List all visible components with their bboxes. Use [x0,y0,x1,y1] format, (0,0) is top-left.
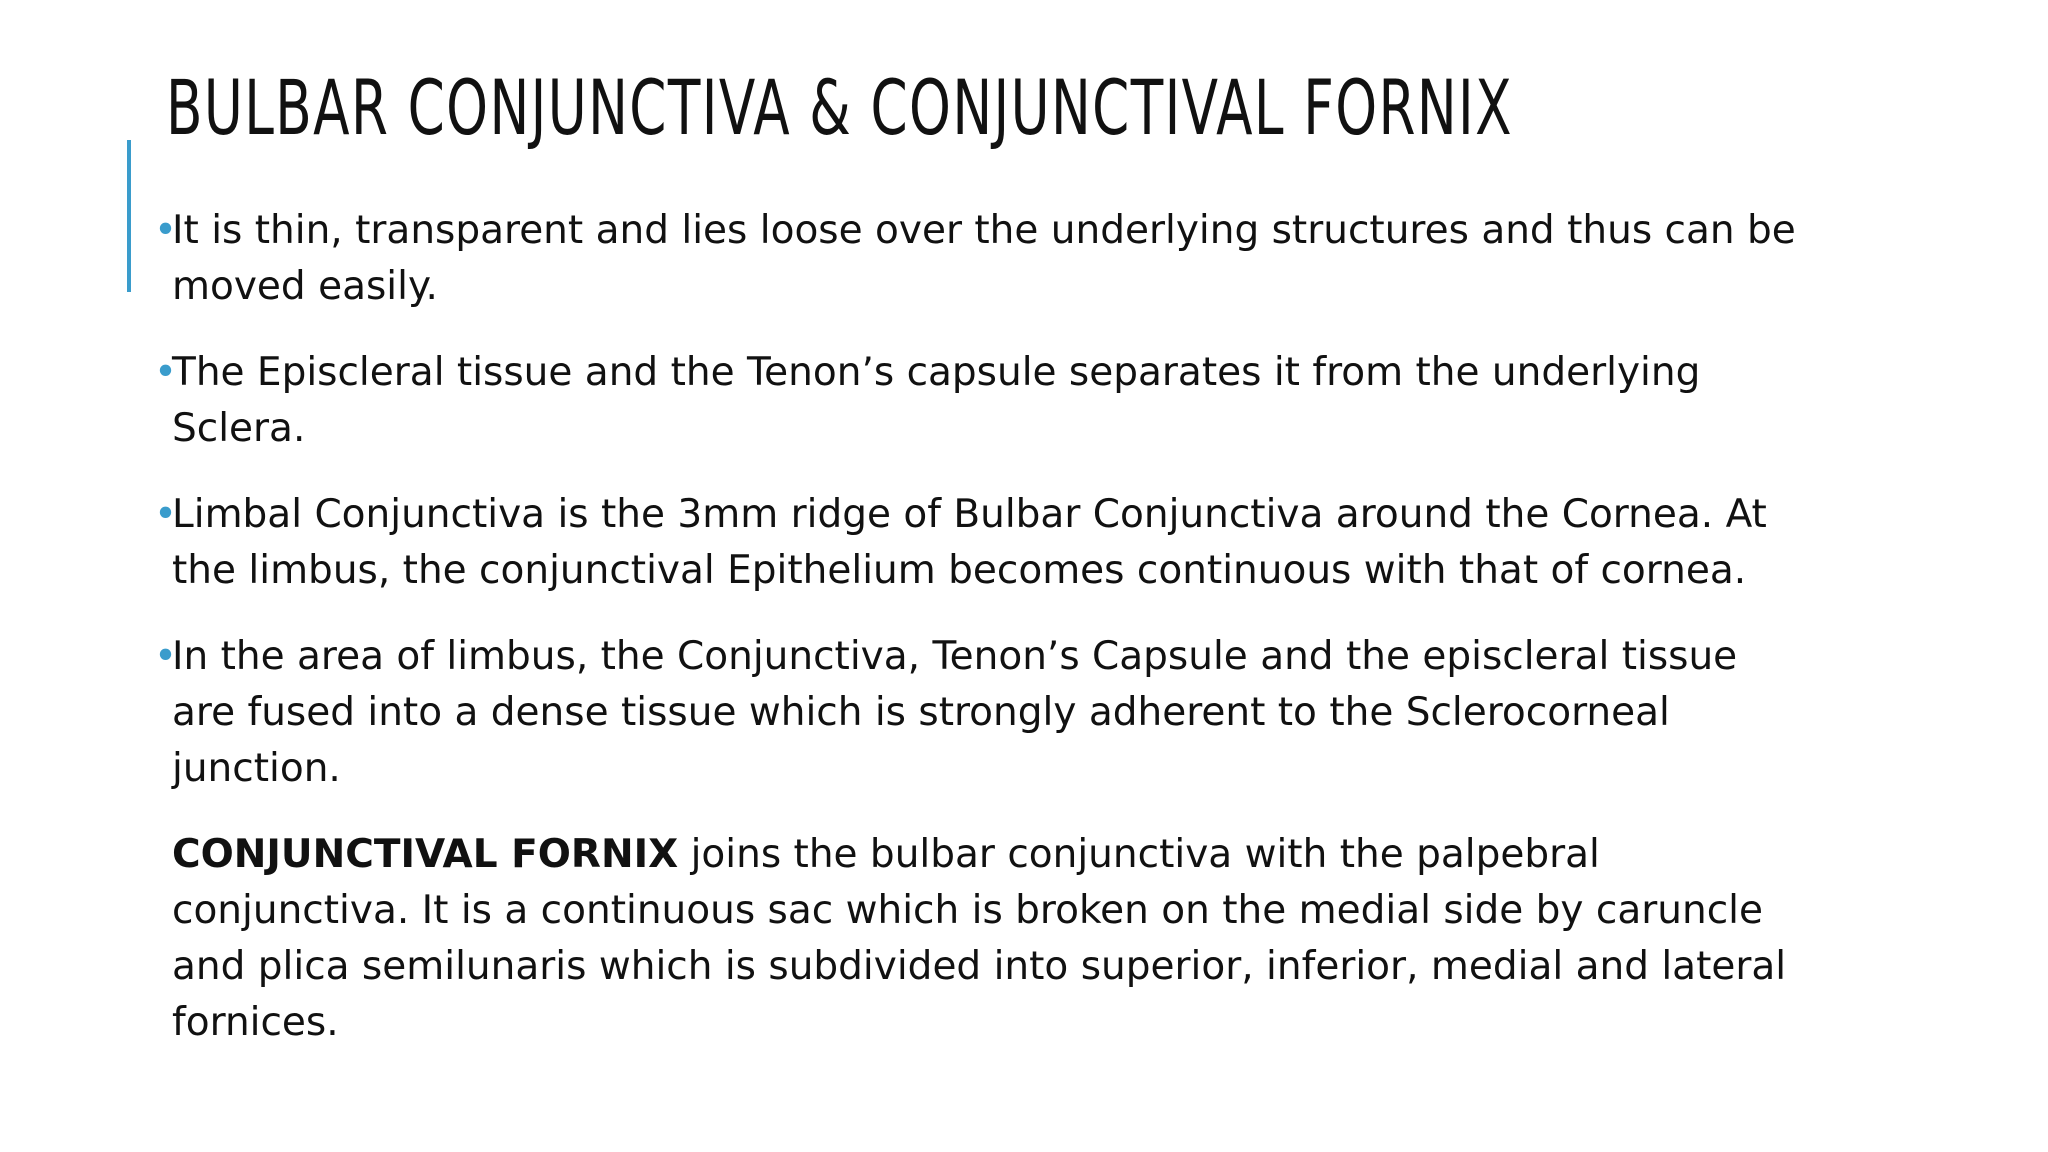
bullet-text: The Episcleral tissue and the Tenon’s capsule separates it from the underlying Sclera. [172,350,1701,451]
slide-title: BULBAR CONJUNCTIVA & CONJUNCTIVAL FORNIX [166,63,1513,152]
bullet-item [150,345,1810,457]
bullet-dot-icon: • [154,350,178,395]
slide-body [150,203,1810,1051]
bullet-dot-icon: • [154,492,178,537]
bullet-dot-icon: • [154,208,178,253]
bullet-text: Limbal Conjunctiva is the 3mm ridge of Bulbar Conjunctiva around the Cornea. At the limbus, the conjunctival Epithelium becomes continuous with that of cornea. [172,492,1767,593]
fornix-paragraph [150,827,1810,1051]
bullet-dot-icon: • [154,634,178,679]
fornix-text: joins the bulbar conjunctiva with the palpebral conjunctiva. It is a continuous sac which is broken on the medial side by caruncle and plica semilunaris which is subdivided into superior, inferior, medial and lateral fornices. [172,832,1787,1045]
bullet-item [150,203,1810,315]
bullet-item [150,629,1810,797]
bullet-text: It is thin, transparent and lies loose over the underlying structures and thus can be moved easily. [172,208,1796,309]
title-accent-bar [127,140,131,292]
fornix-bold-lead: CONJUNCTIVAL FORNIX [172,832,679,877]
bullet-item [150,487,1810,599]
bullet-text: In the area of limbus, the Conjunctiva, Tenon’s Capsule and the episcleral tissue are fused into a dense tissue which is strongly adherent to the Sclerocorneal junction. [172,634,1738,791]
